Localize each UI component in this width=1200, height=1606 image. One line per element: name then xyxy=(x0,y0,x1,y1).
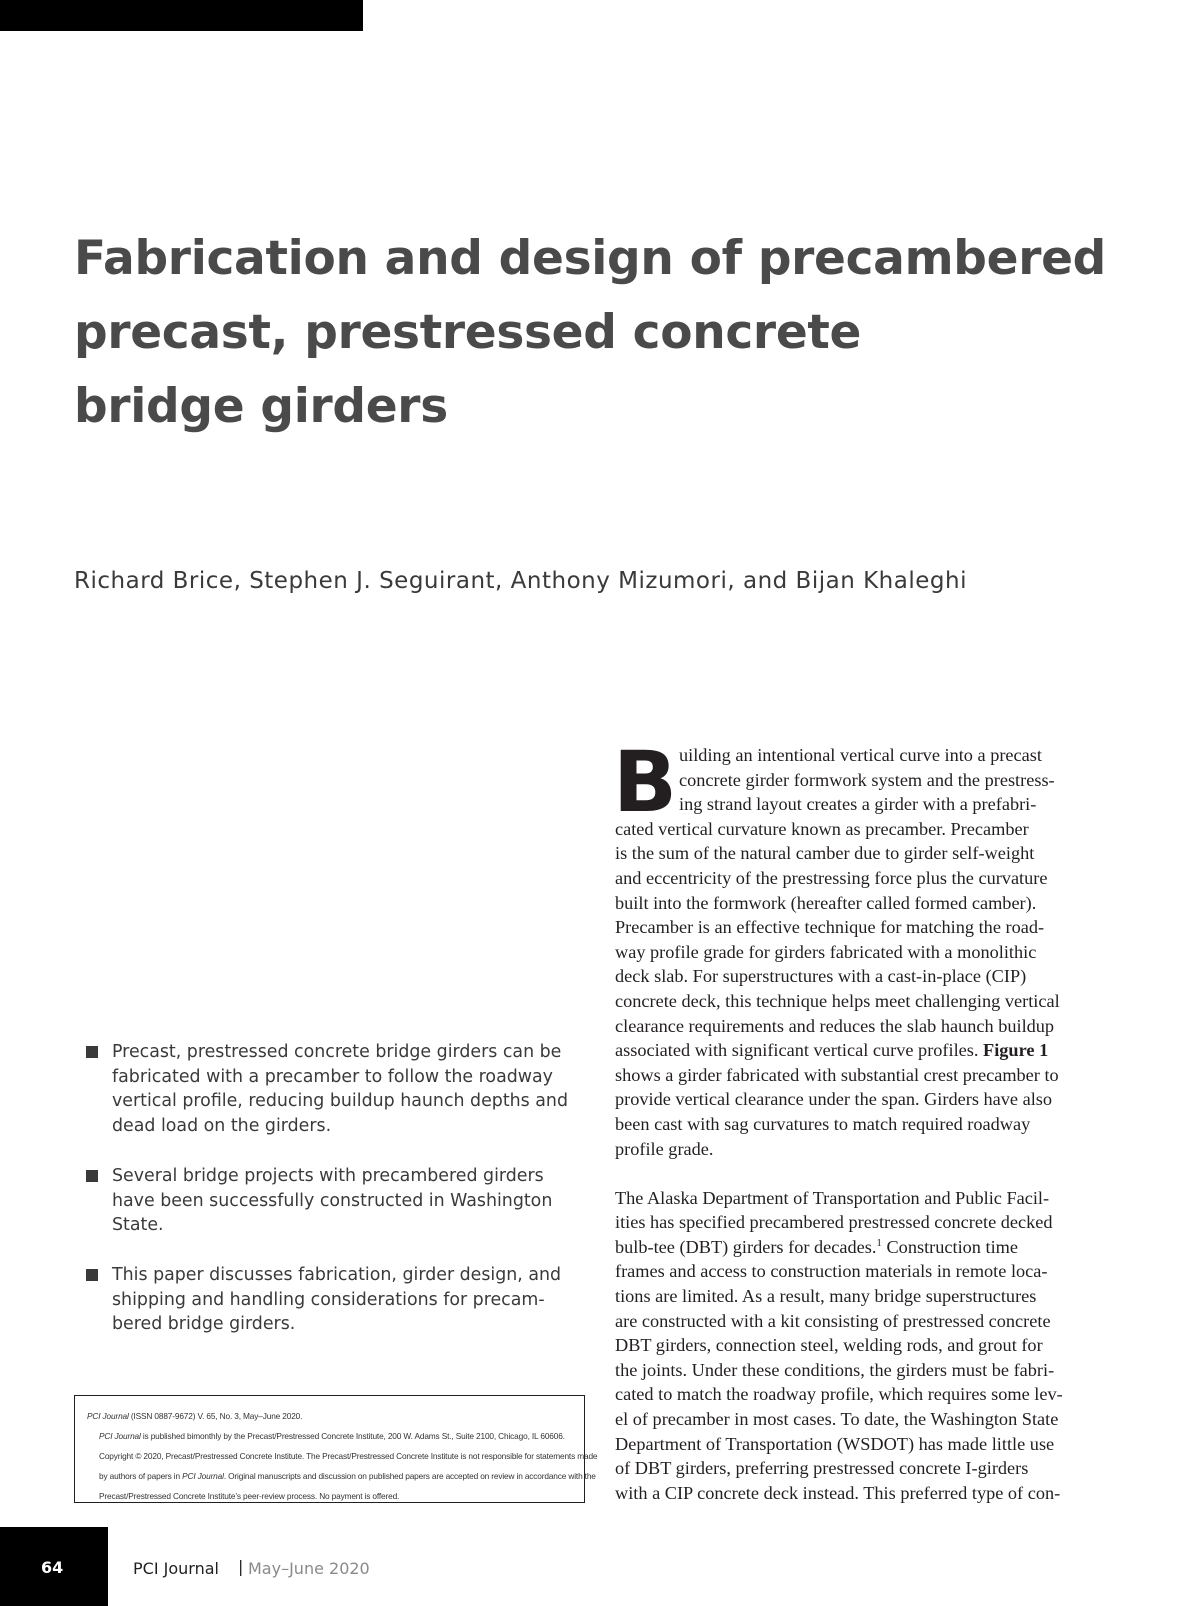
copyright-notice-box xyxy=(74,1395,598,1503)
article-title xyxy=(74,222,1134,444)
citation-reference: 1 xyxy=(876,1236,882,1249)
text-line: Several bridge projects with precambered girders xyxy=(112,1165,544,1186)
notice-line xyxy=(87,1466,596,1486)
text-line: fabricated with a precamber to follow the roadway xyxy=(112,1066,553,1087)
text-line: This paper discusses fabrication, girder design, and xyxy=(112,1264,562,1285)
text-line: built into the formwork (hereafter called formed camber). xyxy=(615,892,1037,913)
author-list: Richard Brice, Stephen J. Seguirant, Anthony Mizumori, and Bijan Khaleghi xyxy=(74,568,967,594)
text-line: vertical profile, reducing buildup haunch depths and xyxy=(112,1091,568,1112)
key-point xyxy=(86,1263,601,1337)
text-line: ities has specified precambered prestressed concrete decked xyxy=(615,1212,1053,1233)
article-body xyxy=(613,733,1125,1505)
notice-text: (ISSN 0887-9672) V. 65, No. 3, May–June 2020. xyxy=(128,1411,303,1421)
text-line: Department of Transportation (WSDOT) has made little use xyxy=(615,1433,1055,1454)
square-bullet-icon xyxy=(86,1170,98,1182)
key-point-text xyxy=(112,1263,601,1337)
key-point-text xyxy=(112,1164,601,1238)
body-paragraph xyxy=(613,733,1125,1161)
footer-journal-name: PCI Journal xyxy=(133,1559,219,1578)
text-line: the joints. Under these conditions, the girders must be fabri- xyxy=(615,1359,1055,1380)
text-run: bulb-tee (DBT) girders for decades. xyxy=(615,1236,877,1257)
text-line: way profile grade for girders fabricated with a monolithic xyxy=(615,941,1037,962)
text-line: Precamber is an effective technique for matching the road- xyxy=(615,917,1045,938)
journal-name: PCI Journal xyxy=(99,1431,141,1441)
key-points-list xyxy=(86,1040,601,1362)
text-run: Construction time xyxy=(881,1236,1019,1257)
text-line: cated vertical curvature known as precamber. Precamber xyxy=(615,818,1029,839)
square-bullet-icon xyxy=(86,1269,98,1281)
text-line: Precast, prestressed concrete bridge girders can be xyxy=(112,1042,562,1062)
notice-line xyxy=(87,1426,574,1446)
notice-text: . Original manuscripts and discussion on published papers are accepted on review in accordance with the xyxy=(223,1471,596,1481)
text-line: ing strand layout creates a girder with a prefabri- xyxy=(679,794,1037,815)
notice-line: Precast/Prestressed Concrete Institute’s peer-review process. No payment is offered. xyxy=(99,1491,400,1501)
text-line: bered bridge girders. xyxy=(112,1314,296,1335)
notice-text: by authors of papers in xyxy=(99,1471,183,1481)
text-line: have been successfully constructed in Washington xyxy=(112,1190,553,1211)
text-line: concrete girder formwork system and the prestress- xyxy=(679,769,1055,790)
footer-issue-date: May–June 2020 xyxy=(248,1559,370,1578)
header-black-bar xyxy=(0,0,363,31)
title-line: Fabrication and design of precambered xyxy=(74,231,1106,286)
text-line xyxy=(615,1235,1125,1260)
notice-line xyxy=(87,1406,574,1426)
text-line: DBT girders, connection steel, welding rods, and grout for xyxy=(615,1335,1043,1356)
text-line: is the sum of the natural camber due to girder self-weight xyxy=(615,843,1035,864)
journal-name: PCI Journal xyxy=(182,1471,224,1481)
text-line: shows a girder fabricated with substantial crest precamber to xyxy=(615,1064,1059,1085)
text-line: profile grade. xyxy=(615,1138,714,1159)
text-line: The Alaska Department of Transportation and Public Facil- xyxy=(615,1187,1050,1208)
text-line: shipping and handling considerations for precam- xyxy=(112,1289,545,1310)
text-line: are constructed with a kit consisting of prestressed concrete xyxy=(615,1310,1051,1331)
text-line: frames and access to construction materials in remote loca- xyxy=(615,1261,1048,1282)
journal-name: PCI Journal xyxy=(87,1411,129,1421)
text-line: el of precamber in most cases. To date, the Washington State xyxy=(615,1409,1059,1430)
key-point xyxy=(86,1040,601,1139)
title-line: precast, prestressed concrete xyxy=(74,305,862,360)
text-line xyxy=(615,1038,1125,1063)
footer-separator: | xyxy=(238,1557,244,1576)
text-line: cated to match the roadway profile, which requires some lev- xyxy=(615,1384,1063,1405)
text-line: uilding an intentional vertical curve into a precast xyxy=(679,745,1042,765)
page-number: 64 xyxy=(41,1558,64,1577)
text-line: dead load on the girders. xyxy=(112,1116,332,1137)
text-line: State. xyxy=(112,1215,164,1236)
square-bullet-icon xyxy=(86,1046,98,1058)
text-line: concrete deck, this technique helps meet challenging vertical xyxy=(615,990,1060,1011)
key-point xyxy=(86,1164,601,1238)
text-line: of DBT girders, preferring prestressed concrete I-girders xyxy=(615,1458,1029,1479)
figure-reference: Figure 1 xyxy=(983,1040,1049,1061)
key-point-text xyxy=(112,1040,601,1139)
title-line: bridge girders xyxy=(74,379,448,434)
text-run: associated with significant vertical curve profiles. xyxy=(615,1040,984,1061)
text-line: deck slab. For superstructures with a cast-in-place (CIP) xyxy=(615,966,1027,987)
text-line: provide vertical clearance under the span. Girders have also xyxy=(615,1089,1053,1110)
notice-text: is published bimonthly by the Precast/Prestressed Concrete Institute, 200 W. Adams St., Suite 2100, Chicago, IL 60606. xyxy=(140,1431,565,1441)
text-line: with a CIP concrete deck instead. This preferred type of con- xyxy=(615,1482,1061,1503)
notice-line: Copyright © 2020, Precast/Prestressed Concrete Institute. The Precast/Prestressed Concrete Institute is not responsible for statements made xyxy=(99,1451,598,1461)
body-paragraph xyxy=(615,1186,1125,1506)
drop-cap: B xyxy=(613,733,678,831)
text-line: been cast with sag curvatures to match required roadway xyxy=(615,1113,1031,1134)
text-line: tions are limited. As a result, many bridge superstructures xyxy=(615,1286,1037,1307)
text-line: clearance requirements and reduces the slab haunch buildup xyxy=(615,1015,1055,1036)
text-line: and eccentricity of the prestressing force plus the curvature xyxy=(615,867,1048,888)
